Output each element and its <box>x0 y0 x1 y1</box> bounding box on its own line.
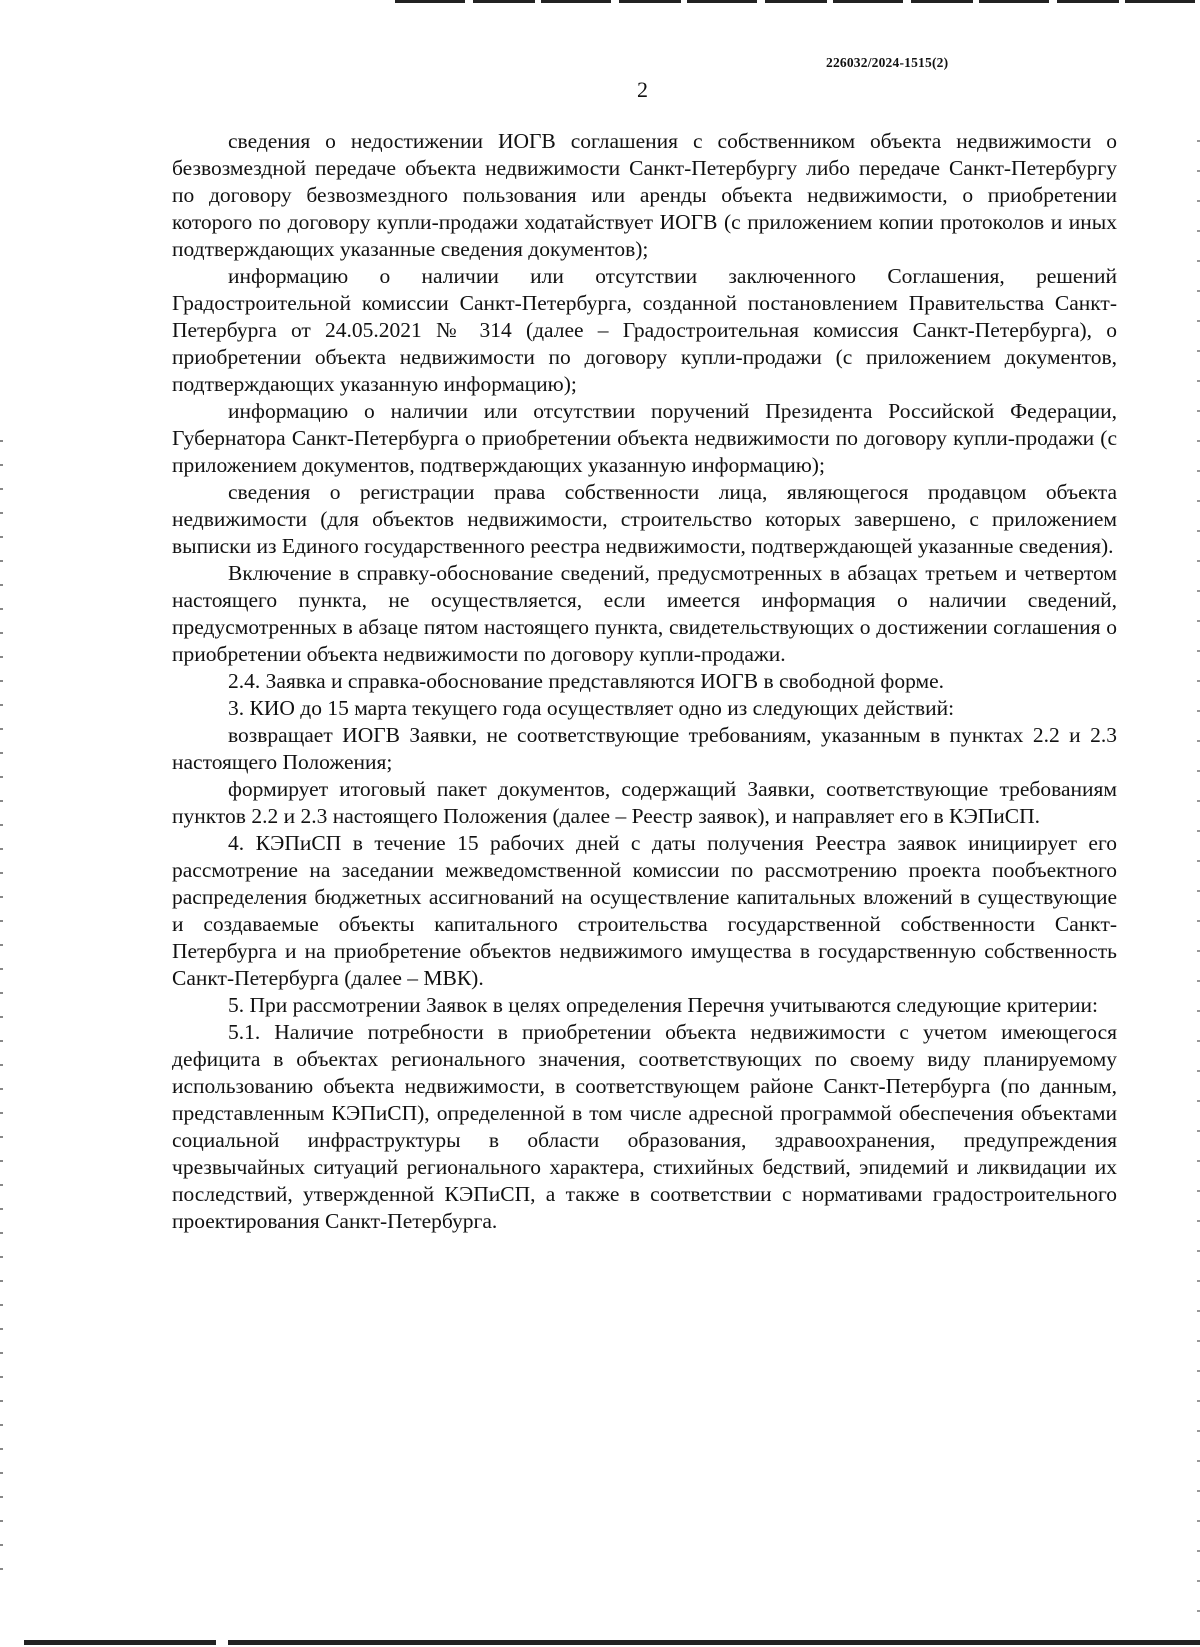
paragraph: сведения о недостижении ИОГВ соглашения с собственником объекта недвижимости о безвозмездной передаче объекта недвижимости Санкт-Петербургу либо передаче Санкт-Петербургу по договору безвозмездного пользования или аренды объекта недвижимости, о приобретении которого по договору купли-продажи ходатайствует ИОГВ (с приложением копии протоколов и иных подтверждающих указанные сведения документов); <box>172 129 1117 261</box>
scan-bottom-edge <box>0 1640 1200 1645</box>
paragraph: сведения о регистрации права собственности лица, являющегося продавцом объекта недвижимости (для объектов недвижимости, строительство которых завершено, с приложением выписки из Единого государственного реестра недвижимости, подтверждающей указанные сведения). <box>172 480 1117 558</box>
document-number: 226032/2024-1515(2) <box>826 55 949 70</box>
paragraph: 3. КИО до 15 марта текущего года осуществляет одно из следующих действий: <box>228 696 955 720</box>
paragraph: Включение в справку-обоснование сведений, предусмотренных в абзацах третьем и четвертом настоящего пункта, не осуществляется, если имеется информация о наличии сведений, предусмотренных в абзаце пятом настоящего пункта, свидетельствующих о достижении соглашения о приобретении объекта недвижимости по договору купли-продажи. <box>172 561 1117 666</box>
page-number: 2 <box>637 77 648 102</box>
paragraph: 4. КЭПиСП в течение 15 рабочих дней с даты получения Реестра заявок инициирует его рассмотрение на заседании межведомственной комиссии по рассмотрению проекта пообъектного распределения бюджетных ассигнований на осуществление капитальных вложений в существующие и создаваемые объекты капитального строительства государственной собственности Санкт-Петербурга и на приобретение объектов недвижимого имущества в государственную собственность Санкт-Петербурга (далее – МВК). <box>172 831 1117 990</box>
paragraph: формирует итоговый пакет документов, содержащий Заявки, соответствующие требованиям пунктов 2.2 и 2.3 настоящего Положения (далее – Реестр заявок), и направляет его в КЭПиСП. <box>172 777 1117 828</box>
paragraph: информацию о наличии или отсутствии заключенного Соглашения, решений Градостроительной комиссии Санкт-Петербурга, созданной постановлением Правительства Санкт-Петербурга от 24.05.2021 № 314 (далее – Градостроительная комиссия Санкт-Петербурга), о приобретении объекта недвижимости по договору купли-продажи (с приложением документов, подтверждающих указанную информацию); <box>172 264 1117 396</box>
paragraph: возвращает ИОГВ Заявки, не соответствующие требованиям, указанным в пунктах 2.2 и 2.3 настоящего Положения; <box>172 723 1117 774</box>
paragraph: 2.4. Заявка и справка-обоснование представляются ИОГВ в свободной форме. <box>228 669 945 693</box>
document-body <box>172 128 1117 1235</box>
scan-top-edge <box>395 0 1200 3</box>
paragraph: информацию о наличии или отсутствии поручений Президента Российской Федерации, Губернатора Санкт-Петербурга о приобретении объекта недвижимости по договору купли-продажи (с приложением документов, подтверждающих указанную информацию); <box>172 399 1117 477</box>
paragraph: 5. При рассмотрении Заявок в целях определения Перечня учитываются следующие критерии: <box>228 993 1098 1017</box>
scan-left-edge-marks <box>0 440 3 1590</box>
paragraph: 5.1. Наличие потребности в приобретении объекта недвижимости с учетом имеющегося дефицита в объектах регионального значения, соответствующих по своему виду планируемому использованию объекта недвижимости, в соответствующем районе Санкт-Петербурга (по данным, представленным КЭПиСП), определенной в том числе адресной программой обеспечения объектами социальной инфраструктуры в области образования, здравоохранения, предупреждения чрезвычайных ситуаций регионального характера, стихийных бедствий, эпидемий и ликвидации их последствий, утвержденной КЭПиСП, а также в соответствии с нормативами градостроительного проектирования Санкт-Петербурга. <box>172 1020 1117 1233</box>
